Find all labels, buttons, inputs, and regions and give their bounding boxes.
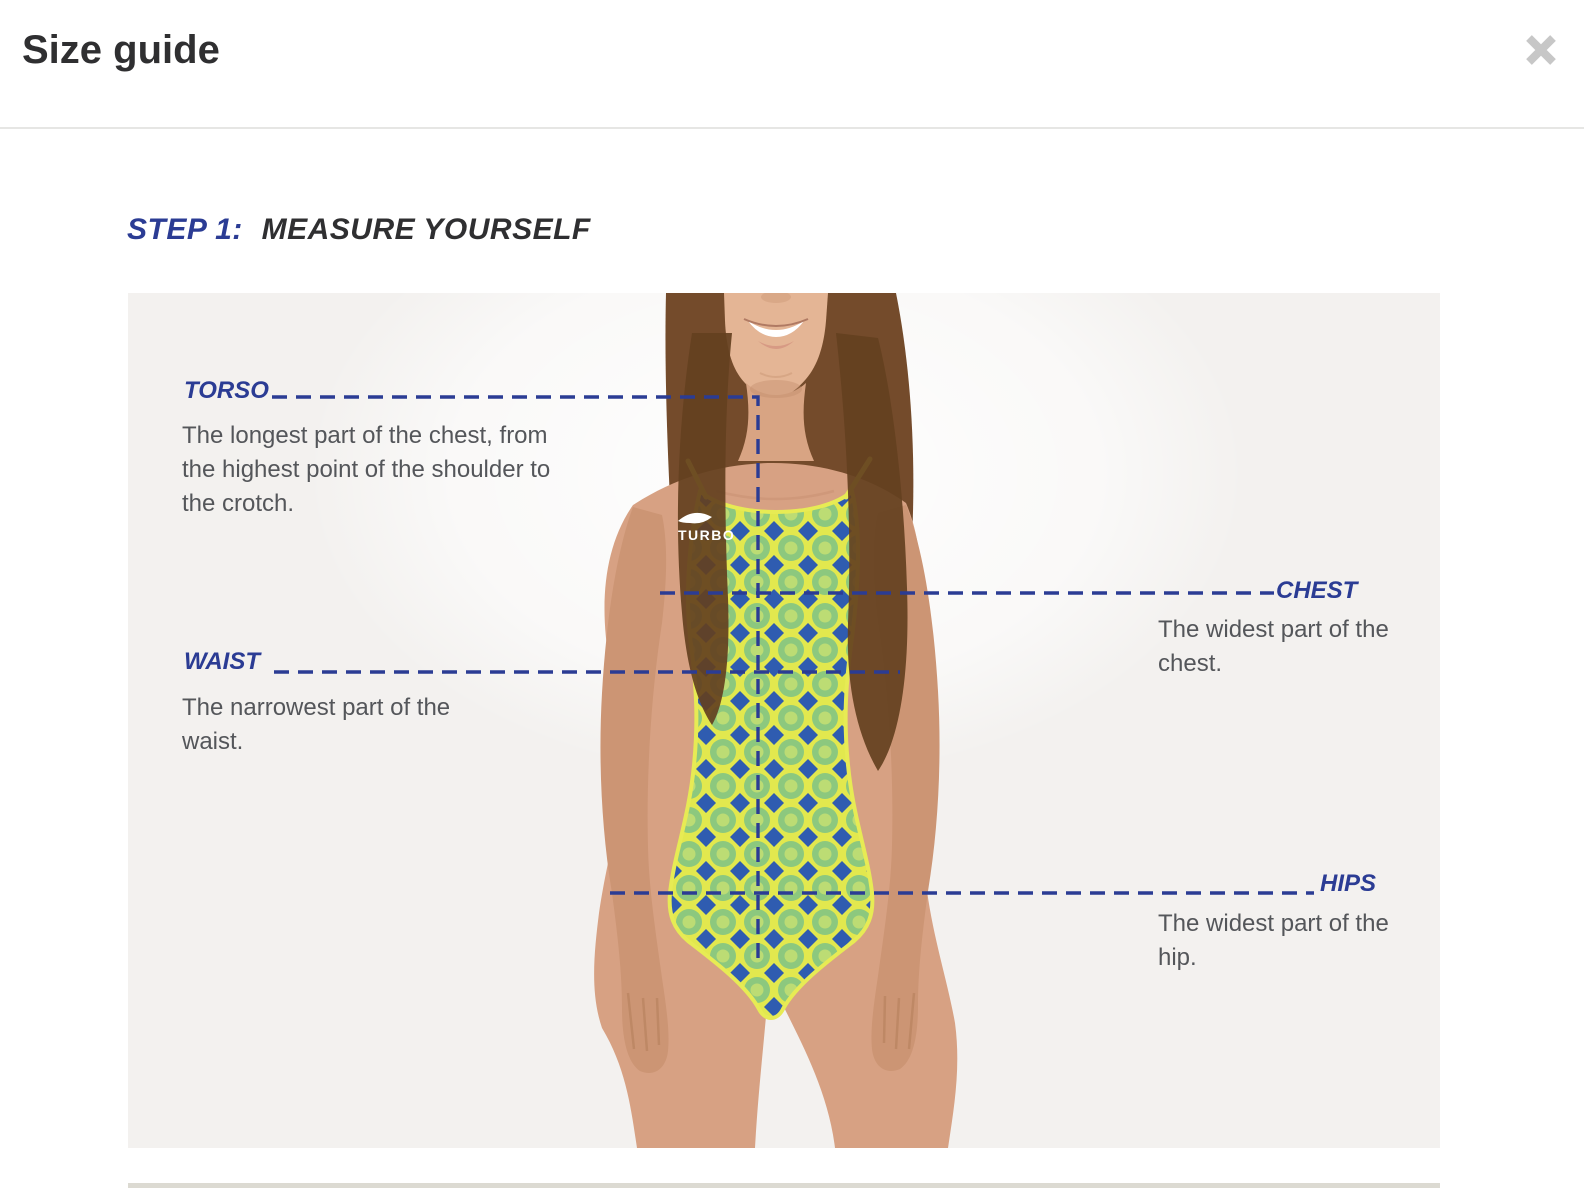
hips-label: HIPS [1320, 870, 1377, 897]
modal-title: Size guide [22, 28, 220, 72]
section-divider [128, 1183, 1440, 1188]
waist-label: WAIST [184, 648, 260, 675]
hips-description: The widest part of the hip. [1158, 910, 1389, 971]
neck-shadow [750, 380, 802, 398]
torso-description: The longest part of the chest, from the highest point of the shoulder to the crotch. [182, 422, 551, 517]
step-number: STEP 1: [127, 213, 243, 246]
chest-label: CHEST [1276, 577, 1358, 604]
close-icon[interactable] [1521, 30, 1561, 70]
modal-header [0, 0, 1584, 127]
close-x-glyph [1521, 30, 1561, 70]
waist-description: The narrowest part of the waist. [182, 694, 451, 755]
chest-description: The widest part of the chest. [1158, 616, 1389, 677]
header-divider [0, 127, 1584, 129]
step-heading [127, 213, 591, 247]
torso-label: TORSO [184, 377, 269, 404]
step-title: MEASURE YOURSELF [261, 213, 591, 246]
logo-text: TURBO [678, 527, 736, 543]
size-guide-image [128, 293, 1440, 1148]
